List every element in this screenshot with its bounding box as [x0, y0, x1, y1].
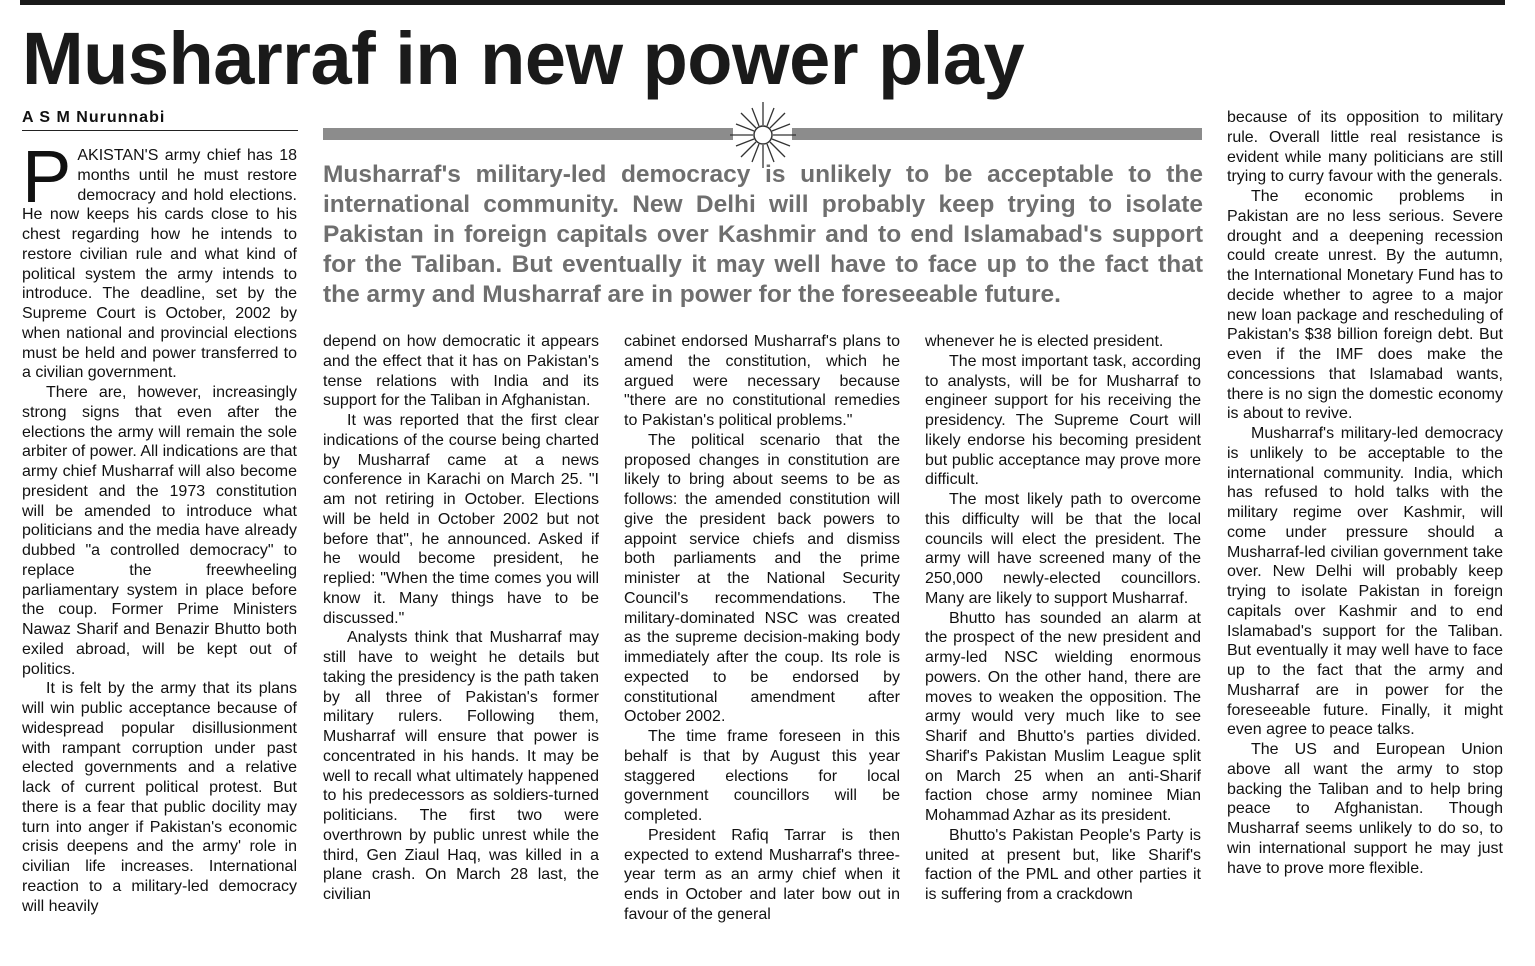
pullquote-rule-left — [323, 128, 733, 140]
pullquote-rule-right — [792, 128, 1202, 140]
top-rule — [20, 0, 1505, 5]
paragraph: Bhutto's Pakistan People's Party is united at present but, like Sharif's faction of the PML and other parties it is suffering from a crackdown — [925, 826, 1201, 903]
byline — [22, 108, 298, 131]
paragraph: whenever he is elected president. — [925, 333, 1164, 350]
drop-cap: P — [22, 146, 72, 218]
paragraph: The political scenario that the proposed changes in constitution are likely to bring about seems to be as follows: the amended constitution will give the president back powers to appoint service chiefs and dismiss both parliaments and the prime minister at the National Security Council's recommendations. The military-dominated NSC was created as the supreme decision-making body immediately after the coup. Its role is expected to be endorsed by constitutional amendment after October 2002. — [624, 431, 900, 726]
paragraph: because of its opposition to military rule. Overall little real resistance is evident while many politicians are still trying to curry favour with the generals. — [1227, 109, 1503, 186]
article-column-5 — [1227, 108, 1503, 923]
paragraph: depend on how democratic it appears and the effect that it has on Pakistan's tense relations with India and its support for the Taliban in Afghanistan. — [323, 333, 599, 410]
pull-quote: Musharraf's military-led democracy is unlikely to be acceptable to the international community. New Delhi will probably keep trying to isolate Pakistan in foreign capitals over Kashmir and to end Islamabad's support for the Taliban. But eventually it may well have to face up to the fact that the army and Musharraf are in power for the foreseeable future. — [323, 161, 1203, 308]
byline-text: A S M Nurunnabi — [22, 109, 166, 126]
article-column-4 — [925, 332, 1201, 947]
paragraph: The US and European Union above all want the army to stop backing the Taliban and to help bring peace to Afghanistan. Though Musharraf seems unlikely to do so, to win international support he may just have to prove more flexible. — [1227, 741, 1503, 877]
paragraph: The time frame foreseen in this behalf is that by August this year staggered elections for local government councillors will be completed. — [624, 728, 900, 824]
paragraph: Musharraf's military-led democracy is unlikely to be acceptable to the international community. India, which has refused to hold talks with the military regime over Kashmir, will come under pressure should a Musharraf-led civilian government take over. New Delhi will probably keep trying to isolate Pakistan in foreign capitals over Kashmir and to end Islamabad's support for the Taliban. But eventually it may well have to face up to the fact that the army and Musharraf are in power for the foreseeable future. Finally, it might even agree to peace talks. — [1227, 425, 1503, 739]
paragraph: President Rafiq Tarrar is then expected to extend Musharraf's three-year term as an army chief when it ends in October and later bow out in favour of the general — [624, 826, 900, 923]
paragraph: It is felt by the army that its plans will win public acceptance because of widespread popular disillusionment with rampant corruption under past elected governments and a relative lack of current political protest. But there is a fear that public docility may turn into anger if Pakistan's economic crisis deepens and the army' role in civilian life increases. International reaction to a military-led democracy will heavily — [22, 680, 297, 915]
paragraph-text: AKISTAN'S army chief has 18 months until he must restore democracy and hold elections. He now keeps his cards close to his chest regarding how he intends to restore civilian rule and what kind of political system the army intends to introduce. The deadline, set by the Supreme Court is October, 2002 by when national and provincial elections must be held and power transferred to a civilian government. — [22, 147, 297, 382]
paragraph: The most important task, according to analysts, will be for Musharraf to engineer support for his receiving the presidency. The Supreme Court will likely endorse his becoming president but public acceptance may prove more difficult. — [925, 352, 1201, 489]
article-column-2 — [323, 332, 599, 947]
paragraph: The economic problems in Pakistan are no less serious. Severe drought and a deepening recession could create unrest. By the autumn, the International Monetary Fund has to decide whether to agree to a major new loan package and rescheduling of Pakistan's $38 billion foreign debt. But even if the IMF does make the concessions that Islamabad wants, there is no sign the domestic economy is about to revive. — [1227, 188, 1503, 423]
paragraph: The most likely path to overcome this difficulty will be that the local councils will elect the president. The army will have screened many of the 250,000 newly-elected councillors. Many are likely to support Musharraf. — [925, 491, 1201, 607]
paragraph: cabinet endorsed Musharraf's plans to amend the constitution, which he argued were necessary because "there are no constitutional remedies to Pakistan's political problems." — [624, 333, 900, 429]
paragraph: Bhutto has sounded an alarm at the prospect of the new president and army-led NSC wielding enormous powers. On the other hand, there are moves to weaken the opposition. The army would very much like to see Sharif and Bhutto's parties divided. Sharif's Pakistan Muslim League split on March 25 when an anti-Sharif faction chose army nominee Mian Mohammad Azhar as its president. — [925, 609, 1201, 824]
paragraph: It was reported that the first clear indications of the course being charted by Musharraf came at a news conference in Karachi on March 25. "I am not retiring in October. Elections will be held in October 2002 but not before that", he announced. Asked if he would become president, he replied: "When the time comes you will know it. Many things have to be discussed." — [323, 412, 599, 627]
article-column-3 — [624, 332, 900, 947]
paragraph: Analysts think that Musharraf may still have to weight he details but taking the presidency is the path taken by all three of Pakistan's former military rulers. Following them, Musharraf will ensure that power is concentrated in his hands. It may be well to recall what ultimately happened to his predecessors as soldiers-turned politicians. The first two were overthrown by public unrest while the third, Gen Ziaul Haq, was killed in a plane crash. On March 28 last, the civilian — [323, 629, 599, 903]
paragraph — [22, 146, 297, 383]
headline: Musharraf in new power play — [22, 17, 1025, 100]
article-column-1 — [22, 146, 297, 961]
paragraph: There are, however, increasingly strong signs that even after the elections the army will remain the sole arbiter of power. All indications are that army chief Musharraf will also become president and the 1973 constitution will be amended to introduce what politicians and the media have already dubbed "a controlled democracy" to replace the freewheeling parliamentary system in place before the coup. Former Prime Ministers Nawaz Sharif and Benazir Bhutto both exiled abroad, will be kept out of politics. — [22, 384, 297, 678]
